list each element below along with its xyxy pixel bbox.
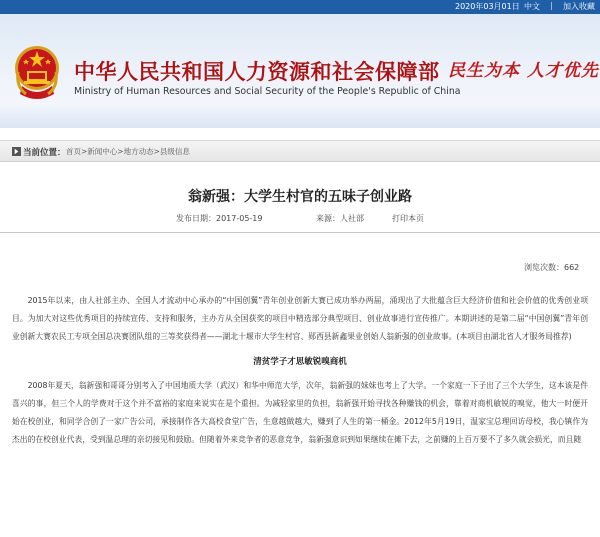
publish-date: 发布日期：2017-05-19 (176, 214, 263, 223)
article-title: 翁新强：大学生村官的五味子创业路 (188, 189, 412, 205)
view-count (524, 262, 579, 273)
site-header (0, 14, 600, 128)
breadcrumb-bar (0, 140, 600, 162)
top-bar (0, 0, 600, 14)
add-favorite-link[interactable]: 加入收藏 (563, 2, 595, 11)
print-button[interactable]: 打印本页 (392, 214, 424, 223)
view-count-label: 浏览次数： (524, 263, 564, 272)
paragraph: 2008年夏天，翁新强和哥哥分别考入了中国地质大学（武汉）和华中师范大学，次年，翁新强的妹妹也考上了大学。一个家庭一下子出了三个大学生，这本该是件喜兴的事，但三个人的学费对于这个并不富裕的家庭来说实在是个重担。为减轻家里的负担，翁新强开始寻找各种赚钱的机会，靠着对商机敏锐的嗅觉，他大一时便开始在校创业，和同学合创了一家广告公司，承接制作各大高校食堂广告，生意越做越大，赚到了人生的第一桶金。2012年5月19日，温家宝总理回访母校，我心镇作为杰出的在校创业代表，受到温总理的亲切接见和鼓励。但随着外来竞争者的恶意竞争，翁新强意识到如果继续在摊下去，之前赚的上百万要不了多久就会损光，而且随 (12, 381, 588, 444)
article-body (12, 292, 588, 449)
national-emblem-icon[interactable] (12, 42, 62, 104)
separator: | (550, 1, 553, 10)
ministry-title-cn: 中华人民共和国人力资源和社会保障部 (74, 60, 440, 84)
ministry-title-en: Ministry of Human Resources and Social Security of the People's Republic of China (74, 86, 461, 97)
title-divider (0, 232, 600, 233)
language-link[interactable]: 中文 (524, 2, 540, 11)
section-subheading: 清贫学子才思敏锐嗅商机 (253, 357, 347, 367)
paragraph: 2015年以来，由人社部主办、全国人才流动中心承办的“中国创翼”青年创业创新大赛已成功举办两届，涌现出了大批蕴含巨大经济价值和社会价值的优秀创业项目。为加大对这些优秀项目的持续宣传、支持和服务，主办方从全国获奖的项目中精选部分典型项目、创业故事进行宣传推广。本期讲述的是第二届“中国创翼”青年创业创新大赛农民工专项全国总决赛团队组的三等奖获得者——湖北十堰市大学生村官、郧西县新鑫果业创始人翁新强的创业故事。(本项目由湖北省人才服务局推荐) (12, 296, 588, 341)
current-date: 2020年03月01日 (455, 2, 520, 11)
location-icon (12, 147, 21, 156)
slogan: 民生为本 人才优先 (448, 61, 599, 81)
location-label: 当前位置： (23, 148, 66, 158)
view-count-value: 662 (564, 263, 580, 272)
article-source: 来源：人社部 (316, 214, 364, 223)
breadcrumb[interactable]: 首页>新闻中心>地方动态>县级信息 (66, 147, 190, 156)
